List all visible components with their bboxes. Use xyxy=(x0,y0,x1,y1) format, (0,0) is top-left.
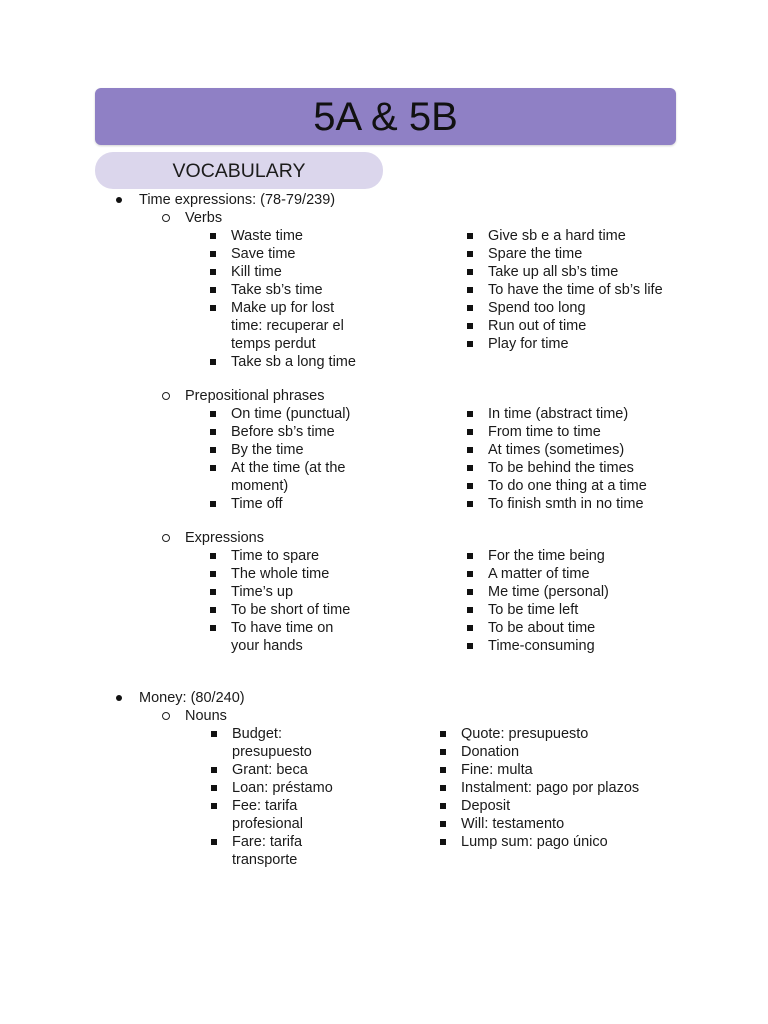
list-item xyxy=(488,423,768,441)
list-item xyxy=(231,441,488,459)
square-bullet-icon xyxy=(211,839,217,845)
subsection-heading xyxy=(0,209,768,227)
square-bullet-icon xyxy=(440,821,446,827)
list-item xyxy=(231,547,488,565)
list-item-text: To be time left xyxy=(488,602,579,618)
list-item xyxy=(231,405,488,423)
list-item xyxy=(231,299,488,353)
title-bar xyxy=(95,88,676,145)
subsection xyxy=(0,209,768,371)
list-item-text: Spend too long xyxy=(488,300,586,316)
subsection xyxy=(0,707,768,869)
list-item-text: time: recuperar el xyxy=(231,318,344,334)
list-item-text: presupuesto xyxy=(232,744,312,760)
list-item-text: Donation xyxy=(461,744,520,760)
circle-bullet-icon xyxy=(162,712,170,720)
square-bullet-icon xyxy=(210,233,216,239)
list-item-text: Fine: multa xyxy=(461,762,533,778)
right-column xyxy=(461,725,768,869)
list-item-text: Deposit xyxy=(461,798,511,814)
vocabulary-pill xyxy=(95,152,383,189)
list-item-text: Spare the time xyxy=(488,246,583,262)
square-bullet-icon xyxy=(467,625,473,631)
square-bullet-icon xyxy=(467,411,473,417)
square-bullet-icon xyxy=(210,287,216,293)
subsection-heading-text: Nouns xyxy=(185,708,227,724)
list-item xyxy=(488,459,768,477)
list-item-text: Me time (personal) xyxy=(488,584,609,600)
list-item-text: Instalment: pago por plazos xyxy=(461,780,640,796)
list-item-text: The whole time xyxy=(231,566,330,582)
list-item-text: temps perdut xyxy=(231,336,316,352)
list-item xyxy=(461,833,768,851)
list-item xyxy=(488,477,768,495)
list-item xyxy=(231,263,488,281)
circle-bullet-icon xyxy=(162,214,170,222)
list-item-text: To be behind the times xyxy=(488,460,634,476)
list-item-text: By the time xyxy=(231,442,304,458)
square-bullet-icon xyxy=(210,501,216,507)
square-bullet-icon xyxy=(467,483,473,489)
list-item xyxy=(231,353,488,371)
right-column xyxy=(488,547,768,655)
square-bullet-icon xyxy=(467,643,473,649)
subsection-heading xyxy=(0,387,768,405)
square-bullet-icon xyxy=(440,803,446,809)
list-item-text: Make up for lost xyxy=(231,300,335,316)
list-item-text: On time (punctual) xyxy=(231,406,351,422)
square-bullet-icon xyxy=(210,269,216,275)
subsection-heading-text: Verbs xyxy=(185,210,223,226)
list-item xyxy=(488,299,768,317)
circle-bullet-icon xyxy=(162,392,170,400)
disc-bullet-icon xyxy=(116,197,122,203)
square-bullet-icon xyxy=(211,785,217,791)
two-column-list xyxy=(0,227,768,371)
two-column-list xyxy=(0,547,768,655)
list-item-text: Budget: xyxy=(232,726,282,742)
list-item-text: For the time being xyxy=(488,548,605,564)
list-item-text: From time to time xyxy=(488,424,601,440)
list-item-text: moment) xyxy=(231,478,289,494)
square-bullet-icon xyxy=(211,803,217,809)
list-item xyxy=(461,779,768,797)
list-item-text: Play for time xyxy=(488,336,569,352)
list-item xyxy=(231,423,488,441)
list-item xyxy=(488,281,768,299)
square-bullet-icon xyxy=(210,429,216,435)
list-item-text: Waste time xyxy=(231,228,303,244)
subsection-heading xyxy=(0,529,768,547)
square-bullet-icon xyxy=(467,465,473,471)
square-bullet-icon xyxy=(440,785,446,791)
list-item xyxy=(232,725,461,761)
list-item xyxy=(461,797,768,815)
list-item xyxy=(488,619,768,637)
list-item xyxy=(461,743,768,761)
square-bullet-icon xyxy=(440,731,446,737)
list-item xyxy=(231,227,488,245)
list-item xyxy=(231,619,488,655)
square-bullet-icon xyxy=(210,553,216,559)
subsection xyxy=(0,529,768,655)
list-item-text: Give sb e a hard time xyxy=(488,228,626,244)
list-item-text: Take sb a long time xyxy=(231,354,356,370)
list-item xyxy=(461,761,768,779)
list-item xyxy=(231,281,488,299)
list-item xyxy=(488,227,768,245)
square-bullet-icon xyxy=(467,233,473,239)
square-bullet-icon xyxy=(440,767,446,773)
list-item xyxy=(232,761,461,779)
list-item-text: Time’s up xyxy=(231,584,294,600)
square-bullet-icon xyxy=(210,625,216,631)
square-bullet-icon xyxy=(210,571,216,577)
square-bullet-icon xyxy=(467,287,473,293)
list-item-text: To have the time of sb’s life xyxy=(488,282,663,298)
square-bullet-icon xyxy=(467,553,473,559)
list-item xyxy=(461,725,768,743)
list-item-text: A matter of time xyxy=(488,566,590,582)
list-item xyxy=(461,815,768,833)
section xyxy=(0,689,768,903)
list-item xyxy=(488,405,768,423)
list-item xyxy=(488,335,768,353)
left-column xyxy=(0,405,488,513)
list-item xyxy=(231,565,488,583)
square-bullet-icon xyxy=(210,589,216,595)
square-bullet-icon xyxy=(467,501,473,507)
square-bullet-icon xyxy=(210,447,216,453)
list-item-text: your hands xyxy=(231,638,303,654)
section-label: VOCABULARY xyxy=(172,159,306,182)
list-item xyxy=(488,637,768,655)
section-heading-text: Time expressions: (78-79/239) xyxy=(139,192,336,208)
subsection-heading-text: Expressions xyxy=(185,530,264,546)
list-item-text: Kill time xyxy=(231,264,282,280)
list-item xyxy=(231,459,488,495)
list-item-text: profesional xyxy=(232,816,303,832)
two-column-list xyxy=(0,725,768,869)
list-item-text: Fee: tarifa xyxy=(232,798,298,814)
square-bullet-icon xyxy=(211,731,217,737)
list-item-text: Time off xyxy=(231,496,283,512)
square-bullet-icon xyxy=(467,447,473,453)
square-bullet-icon xyxy=(467,571,473,577)
list-item-text: Before sb’s time xyxy=(231,424,335,440)
list-item xyxy=(488,601,768,619)
list-item xyxy=(488,547,768,565)
list-item-text: Lump sum: pago único xyxy=(461,834,608,850)
circle-bullet-icon xyxy=(162,534,170,542)
list-item xyxy=(232,797,461,833)
square-bullet-icon xyxy=(467,607,473,613)
square-bullet-icon xyxy=(210,607,216,613)
list-item-text: Save time xyxy=(231,246,296,262)
list-item-text: Take sb’s time xyxy=(231,282,323,298)
page-title: 5A & 5B xyxy=(313,94,458,139)
vocabulary-content xyxy=(0,191,768,903)
list-item-text: To finish smth in no time xyxy=(488,496,644,512)
section-heading xyxy=(0,689,768,707)
section xyxy=(0,191,768,689)
square-bullet-icon xyxy=(440,749,446,755)
list-item xyxy=(488,583,768,601)
subsection xyxy=(0,387,768,513)
list-item-text: Grant: beca xyxy=(232,762,308,778)
right-column xyxy=(488,227,768,371)
list-item-text: Fare: tarifa xyxy=(232,834,303,850)
square-bullet-icon xyxy=(467,269,473,275)
square-bullet-icon xyxy=(467,429,473,435)
list-item-text: At times (sometimes) xyxy=(488,442,625,458)
square-bullet-icon xyxy=(210,465,216,471)
list-item-text: To be short of time xyxy=(231,602,351,618)
subsection-heading-text: Prepositional phrases xyxy=(185,388,325,404)
left-column xyxy=(0,547,488,655)
list-item xyxy=(231,583,488,601)
list-item-text: transporte xyxy=(232,852,298,868)
square-bullet-icon xyxy=(467,589,473,595)
list-item-text: To do one thing at a time xyxy=(488,478,647,494)
list-item-text: To be about time xyxy=(488,620,596,636)
list-item xyxy=(488,565,768,583)
list-item-text: To have time on xyxy=(231,620,334,636)
list-item-text: Run out of time xyxy=(488,318,587,334)
square-bullet-icon xyxy=(210,251,216,257)
list-item-text: Quote: presupuesto xyxy=(461,726,589,742)
list-item xyxy=(231,245,488,263)
list-item xyxy=(488,263,768,281)
section-heading xyxy=(0,191,768,209)
left-column xyxy=(0,227,488,371)
square-bullet-icon xyxy=(467,341,473,347)
right-column xyxy=(488,405,768,513)
two-column-list xyxy=(0,405,768,513)
list-item xyxy=(232,833,461,869)
list-item-text: Take up all sb’s time xyxy=(488,264,619,280)
square-bullet-icon xyxy=(467,251,473,257)
list-item-text: At the time (at the xyxy=(231,460,346,476)
list-item-text: In time (abstract time) xyxy=(488,406,629,422)
square-bullet-icon xyxy=(211,767,217,773)
square-bullet-icon xyxy=(467,323,473,329)
list-item xyxy=(488,245,768,263)
left-column xyxy=(0,725,461,869)
list-item-text: Will: testamento xyxy=(461,816,565,832)
list-item xyxy=(231,495,488,513)
list-item-text: Time to spare xyxy=(231,548,320,564)
list-item xyxy=(232,779,461,797)
square-bullet-icon xyxy=(210,359,216,365)
list-item xyxy=(488,441,768,459)
subsection-heading xyxy=(0,707,768,725)
square-bullet-icon xyxy=(210,305,216,311)
list-item-text: Time-consuming xyxy=(488,638,595,654)
list-item xyxy=(231,601,488,619)
square-bullet-icon xyxy=(210,411,216,417)
list-item xyxy=(488,495,768,513)
list-item xyxy=(488,317,768,335)
square-bullet-icon xyxy=(467,305,473,311)
square-bullet-icon xyxy=(440,839,446,845)
section-heading-text: Money: (80/240) xyxy=(139,690,245,706)
disc-bullet-icon xyxy=(116,695,122,701)
list-item-text: Loan: préstamo xyxy=(232,780,333,796)
